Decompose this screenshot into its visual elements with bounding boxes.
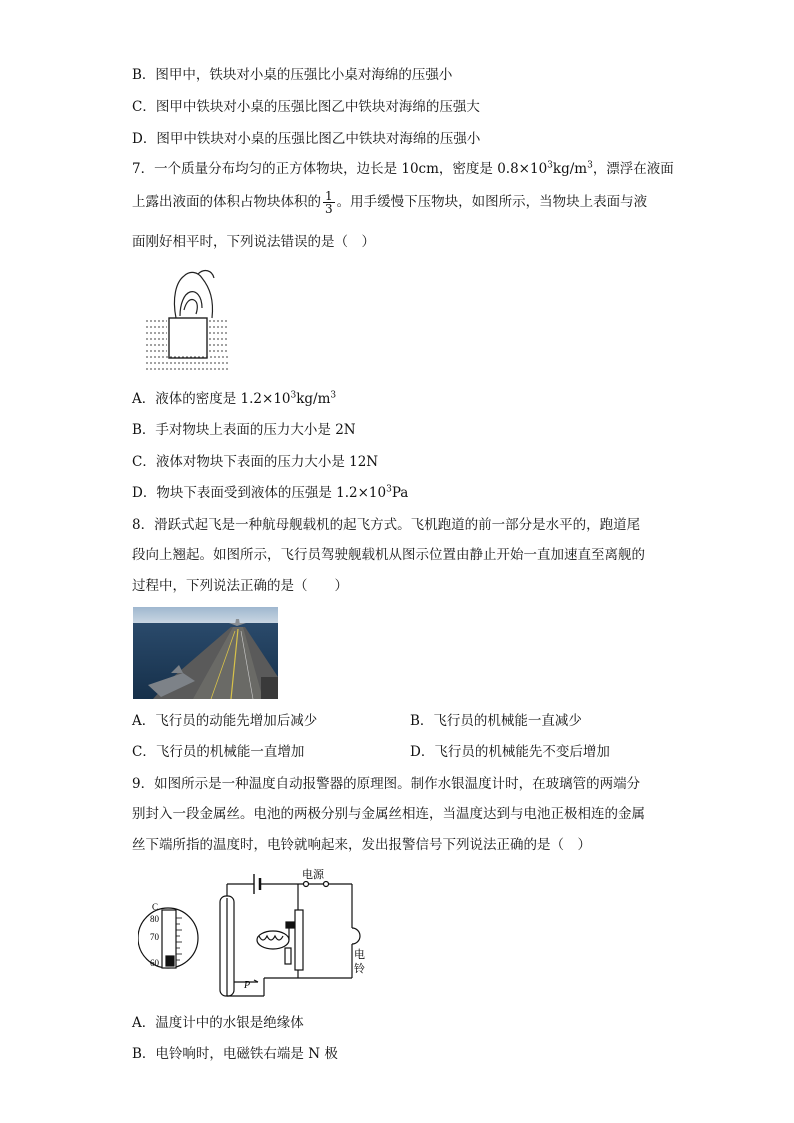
bell-label-1: 电 (354, 948, 365, 961)
point-p-label: P (244, 980, 251, 991)
thermometer-tick-80: 80 (150, 914, 159, 924)
q6-option-c: C．图甲中铁块对小桌的压强比图乙中铁块对海绵的压强大 (132, 99, 480, 115)
q7-stem-line3: 面刚好相平时，下列说法错误的是（ ） (132, 234, 375, 250)
q9-stem-line2: 别封入一段金属丝。电池的两极分别与金属丝相连，当温度达到与电池正极相连的金属 (132, 806, 645, 822)
q7-stem-line2: 上露出液面的体积占物块体积的 $\frac{1}{3}$ 。用手缓慢下压物块，如图所示，当物块上表面与液 (132, 189, 648, 216)
power-source-label: 电源 (302, 868, 324, 881)
q8-option-a: A．飞行员的动能先增加后减少 (132, 713, 318, 729)
q8-stem-line3: 过程中，下列说法正确的是（ ） (132, 578, 348, 594)
q9-stem-line1: 9．如图所示是一种温度自动报警器的原理图。制作水银温度计时，在玻璃管的两端分 (132, 776, 641, 792)
q8-option-b: B．飞行员的机械能一直减少 (410, 713, 582, 729)
q8-option-c: C．飞行员的机械能一直增加 (132, 744, 305, 760)
q9-figure-alarm-circuit (138, 866, 368, 1001)
thermometer-tick-60: 60 (150, 958, 159, 968)
q7-option-d: D．物块下表面受到液体的压强是 $1.2\times 10^3Pa$ (132, 484, 409, 501)
q9-option-b: B．电铃响时，电磁铁右端是 N 极 (132, 1046, 338, 1062)
q8-stem-line1: 8．滑跃式起飞是一种航母舰载机的起飞方式。飞机跑道的前一部分是水平的，跑道尾 (132, 517, 641, 533)
q7-option-a: A．液体的密度是 $1.2\times 10^3kg/m^3$ (132, 390, 337, 407)
q8-stem-line2: 段向上翘起。如图所示，飞行员驾驶舰载机从图示位置由静止开始一直加速直至离舰的 (132, 547, 645, 563)
thermometer-unit-c: C (152, 902, 159, 912)
thermometer-tick-70: 70 (150, 932, 159, 942)
q6-option-d: D．图甲中铁块对小桌的压强比图乙中铁块对海绵的压强小 (132, 131, 481, 147)
q7-option-c: C．液体对物块下表面的压力大小是 12N (132, 454, 379, 470)
q8-figure-carrier-photo (133, 607, 278, 699)
q8-option-d: D．飞行员的机械能先不变后增加 (410, 744, 610, 760)
bell-label-2: 铃 (354, 962, 365, 975)
q7-figure-hand-block (140, 268, 230, 374)
q9-option-a: A．温度计中的水银是绝缘体 (132, 1015, 304, 1031)
fraction-one-third: $\frac{1}{3}$ (325, 189, 333, 216)
q7-option-b: B．手对物块上表面的压力大小是 2N (132, 422, 356, 438)
q7-stem-line1: 7．一个质量分布均匀的正方体物块，边长是 10cm，密度是 $0.8\times 10^3kg/m^3$，漂浮在液面 (132, 160, 674, 177)
q9-stem-line3: 丝下端所指的温度时，电铃就响起来，发出报警信号下列说法正确的是（ ） (132, 837, 591, 853)
q6-option-b: B．图甲中，铁块对小桌的压强比小桌对海绵的压强小 (132, 67, 453, 83)
